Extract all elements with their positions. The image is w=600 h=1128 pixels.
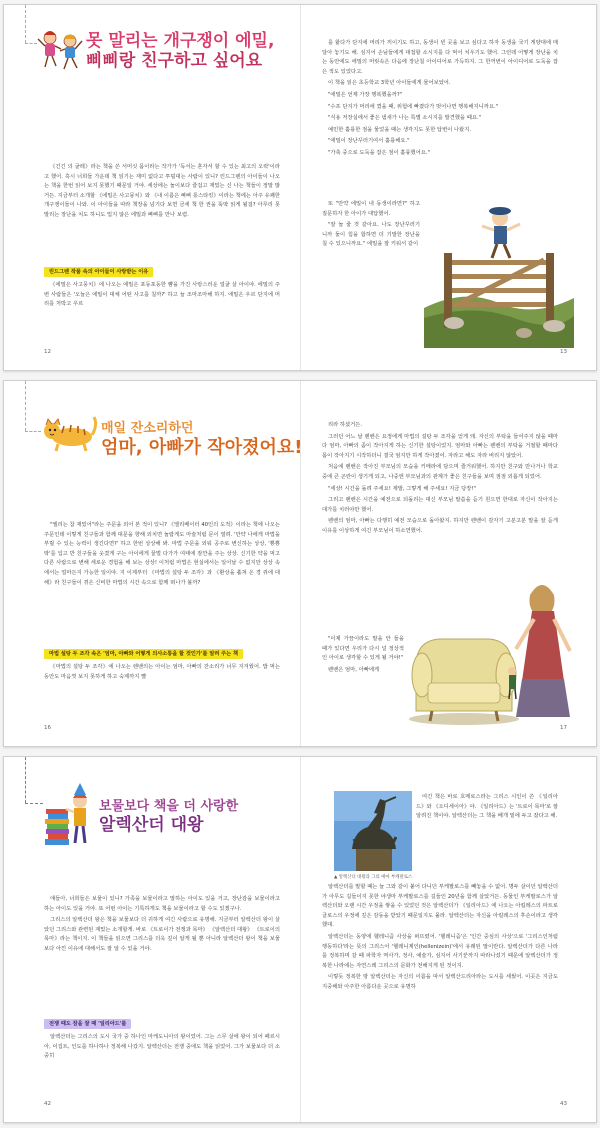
paragraph: 렌밴의 엄마, 아빠는 다행히 예전 모습으로 돌아왔지. 하지만 렌밴이 감자기 고분고분 말을 잘 듣게 이유를 이상하게 여긴 부모님이 하소연했어.	[322, 518, 558, 534]
book-spread-2	[3, 380, 597, 747]
paragraph: "세상! 시간을 돌려 주세요! 제발, 그렇게 해 주세요! 지금 당장!"	[328, 485, 476, 492]
dashed-guide	[25, 5, 26, 43]
dashed-guide	[25, 381, 26, 431]
paragraph: 그리스의 알렉산더 왕은 책을 보물보다 더 귀하게 여긴 사람으로 유명해. 지금부터 알렉산더 왕이 살았던 그리스와 관련된 재밌는 소개할게. 바로 《트로이가 전쟁과 목마》 《알렉산더 대왕》 《트로이의 목마》라는 책이지. 이 책들을 읽으면 그리스를 더욱 깊이 알게 될 뿐 아니라 알렉산더 왕이 책을 보물보다 아낀 이유에 대해서도 잘 알 수 있을 거야.	[44, 917, 281, 952]
page-number-right: 13	[560, 349, 567, 355]
paragraph: 얘들아, 너희들은 보물이 있니? 가족을 보물이라고 말하는 아이도 있을 거고, 장난감을 보물이라고 하는 아이도 있을 거야. 또 어떤 아이는 기특하게도 책을 보물이라고 할 수도 있겠구나.	[44, 896, 280, 912]
section-highlight: 전쟁 때도 잠을 잘 때 '일리아드'를	[44, 1019, 131, 1029]
paragraph: 렌밴은 엄마, 아빠에게	[328, 666, 380, 673]
boy-on-gate-illustration	[424, 198, 574, 348]
left-page-body-2	[44, 1033, 280, 1064]
dancing-kids-icon	[36, 29, 84, 73]
book-stack-boy-icon	[44, 779, 94, 849]
right-page-body	[322, 883, 558, 995]
page-number-right: 43	[560, 1101, 567, 1107]
chapter-title	[99, 799, 238, 835]
book-spread-1	[3, 4, 597, 371]
gutter	[300, 5, 301, 370]
giant-parents-illustration	[404, 571, 584, 729]
section-highlight: 마법 설탕 두 조각 속은 '엄마, 아빠와 어떻게 의사소통을 할 것인가'를 알려 주는 책	[44, 649, 243, 659]
right-page-body	[322, 39, 558, 161]
paragraph: 또 "만약 에밀이 내 동생이라면?" 하고 질문하자 한 아이가 대답했어.	[322, 201, 420, 217]
paragraph: 여긴 책은 바로 호메로스라는 그리스 시인이 쓴 《일리아드》와 《오디세이아》야. 《일리아드》는 '트로이 목마'로 잘 알려진 책이야. 알렉산더는 그 책을 베개 밑에 두고 잤다고 해.	[416, 794, 558, 820]
dashed-guide	[25, 431, 41, 432]
right-side-body	[416, 793, 558, 824]
paragraph: 예민한 훌륭한 점을 물었을 때는 생각지도 못한 답변이 나왔지.	[328, 126, 472, 133]
paragraph: "에밀이 장난꾸러기여서 훌륭해요."	[328, 138, 410, 145]
left-page-body	[44, 521, 280, 590]
paragraph: "수프 단지가 머리에 꼈을 때, 위험에 빠졌다가 벗어나면 행복해지니까요."	[328, 103, 499, 110]
chapter-title-line-1: 매일 잔소리하던	[101, 421, 194, 436]
gutter	[300, 757, 301, 1122]
chapter-title-line-2: 삐삐랑 친구하고 싶어요	[86, 51, 263, 72]
paragraph: 처음에 렌밴은 작아진 부모님의 모습을 키메라에 담으며 즐거워했어. 하지만 친구와 만나거나 학교 중에 큰 곤란이 생기게 되고, 나중엔 부모님과의 관계가 좋은 친구들을 보며 점점 외롭게 되었어.	[322, 464, 558, 480]
book-spread-3	[3, 756, 597, 1123]
left-page-body	[44, 895, 280, 957]
paragraph: 이렇듯 정복한 땅 알렉산더는 자신의 이름을 따서 알렉산드리아라는 도시를 세웠어. 이곳은 지금도 지중해와 아주한 아름다운 곳으로 유명하	[322, 974, 558, 990]
page-number-left: 12	[44, 349, 51, 355]
paragraph: "가축 중으로 도둑을 잡은 점이 훌륭했어요."	[328, 149, 430, 156]
left-page-body	[44, 163, 280, 223]
chapter-title-line-1: 보물보다 책을 더 사랑한	[99, 799, 239, 814]
paragraph: 《긴긴 의 굴레》라는 책을 쓴 서머싯 몸이라는 작가가 '독서는 혼자서 할 수 있는 최고의 오락'이라고 했어. 혹시 너희들 가운데 책 읽기는 재미 없다고 투덜대는 사람이 있니? 린드그렌의 아이들이 나오는 책을 한번 읽어 보지 못했기 때문일 거야. 세상에는 놀이보다 즐겁고 재밌는 신 나는 책들이 정말 많거든. 지금부터 소개할 《에밀은 사고뭉치》와 《내 이름은 삐삐 롱스타킹》이라는 책에는 아주 유쾌한 개구쟁이들이 나와. 이 아이들을 따라 책장을 넘기다 보면 금세 책 한 권을 뚝딱 읽게 될걸? 아무리 못 말리는 장난을 치도 하니도 밉지 않은 에밀과 삐삐를 만나 보렴.	[44, 164, 280, 218]
alexander-statue-photo	[334, 791, 412, 871]
paragraph: "에밀은 언제 가장 행복했을까?"	[328, 91, 403, 98]
dashed-guide	[25, 803, 43, 804]
chapter-title	[86, 31, 274, 72]
right-page-body-wrap	[322, 635, 404, 677]
photo-caption: ▲ 알렉산더 대왕과 그의 애마 부케팔로스	[334, 875, 413, 880]
paragraph: 그러던 어느 날 렌밴은 요정에게 마법의 설탕 두 조각을 얻게 돼. 자신의 부탁을 들어주지 않을 때마다 엄마, 아빠의 좀이 작아지게 하는 신기한 설탕이었지. 엄마와 아빠는 렌밴의 부탁을 거절할 때마다 몸이 작아지기 시작하더니 결국 엄지만 하게 작아졌어. 자라고 해도 자라 버리지 않았어.	[322, 433, 558, 459]
paragraph: "식용 저장실에서 좋은 냄새가 나는 특별 소시지를 발견했을 때요."	[328, 115, 482, 122]
page-number-right: 17	[560, 725, 567, 731]
chapter-title-line-1: 못 말리는 개구쟁이 에밀,	[86, 31, 275, 51]
paragraph: 리라 하셨거든.	[328, 422, 363, 428]
paragraph: 알렉산더는 그리스의 도시 국가 중 하나인 마케도니아의 왕이었어. 그는 스무 살에 왕이 되어 페르시아, 이집트, 인도를 하나하나 정복해 나갔지. 알렉산더는 전쟁 중에도 책을 읽었어. 그가 보물보다 더 소중히	[44, 1034, 280, 1060]
paragraph: "이제 가끔이라도 말을 안 들을 때가 있다면 우리가 다시 널 정상적인 아이로 생각할 수 있게 될 거야!"	[322, 636, 404, 662]
left-page-body-2	[44, 663, 280, 684]
paragraph: "잘 놀 줄 것 같아요. 나도 장난꾸러기 니까 둘이 힘을 합하면 더 기발한 장난을 칠 수 있으니까요." 에밀을 잘 키워서 같이	[322, 222, 420, 248]
chapter-title-line-2: 엄마, 아빠가 작아졌어요!	[101, 436, 303, 458]
section-highlight: 린드그렌 작품 속의 아이들이 사랑받는 이유	[44, 267, 153, 277]
right-page-body	[322, 421, 558, 539]
page-number-left: 16	[44, 725, 51, 731]
chapter-title-line-2: 알렉산더 대왕	[99, 814, 204, 835]
paragraph: 를 핥다가 단지에 머리가 끼이기도 하고, 동생이 빈 곳을 보고 싶다고 하자 동생을 국기 게양대에 매달아 놓기도 해. 심지어 손님들에게 대접할 소시지를 다 먹어 치우기도 했어. 그런데 어떻게 장난을 치는 동안에도 에밀의 머릿속은 다음에 장난칠 아이디어로 가득하지. 그 한꺼번이 아이디어로 도둑을 잡은 적도 있었다고.	[322, 40, 558, 75]
paragraph: 그리고 렌밴은 시간을 예전으로 되돌리는 대신 부모님 말씀을 듣기 원으면 한대로 자신이 작아지는 대가를 치러야만 했어.	[322, 497, 558, 513]
paragraph: 알렉산더는 동양에 헬레니즘 사상을 퍼뜨렸어. '헬레니즘'은 '인간 중심의 사상'으로 '그리스인처럼 행동하다'라는 뜻의 그리스어 '헬레니제인(hellenizein)'에서 유래된 말이란다. 알렉산더가 다른 나라를 정복하며 갈 때 파학자 역사가, 정사, 예술가, 심지어 사기꾼까지 따라나섰기 때문에 알렉산더가 정복한 나라에는 자연스레 그리스의 문화가 전해지게 된 것이지.	[322, 933, 558, 969]
tiger-cat-icon	[42, 413, 98, 453]
page-number-left: 42	[44, 1101, 51, 1107]
paragraph: 이 책을 읽은 초등학교 3학년 아이들에게 물어보았어.	[328, 80, 451, 87]
chapter-title	[101, 421, 302, 458]
right-page-body-wrap	[322, 200, 420, 252]
paragraph: 《마법의 설탕 두 조각》에 나오는 렌밴의는 아이는 엄마, 아빠의 잔소리가 너무 지겨웠어. 밥 먹는 동안도 마음껏 보지 못하게 하고 숙제까지 빨	[44, 664, 280, 680]
left-page-body-2	[44, 281, 280, 312]
paragraph: "엘리는 참 재밌어"라는 주문을 외어 본 적이 있니? 《엘리베이터 40인의 도적》이라는 책에 나오는 주문인데 이렇게 친구들과 함께 대문을 향해 외치면 놀랍게도 마술처럼 문이 열려. '만약 나에게 마법을 부릴 수 있는 능력이 생긴다면?' 하고 한번 상상해 봐. 마법 주문을 외워 공주로 변신하는 상상, '뿅뿅 딱'를 입고 반 친구들을 웃겼게 구는 아이에게 꿀벌 다가가 여태에 잠깐을 주는 상상. 신기한 약을 먹고 다른 사람으로 변해 세로운 경험을 해 보는 상상! 이처럼 마법은 현실에서는 일어날 수 없지만 상상 속에서는 얼마든지 가능한 일이야. 지 이제부터 《마법의 설탕 두 조각》과 《환상을 훔쳐 온 경 쥐에 대해》라 친구들이 겪은 신비한 마법의 시간 속으로 함께 떠나가 볼까?	[44, 522, 280, 586]
paragraph: 《에밀은 사고뭉치》에 나오는 에밀은 포동포동한 뺨을 가진 사랑스러운 얼굴 살 아이야. 에밀의 주변 사람들은 '오늘은 에밀이 대체 어떤 사고를 칠까?' 하고 늘 조마조마해 하지. 에밀은 우르 단지에 머리를 처박고 우르	[44, 282, 280, 308]
paragraph: 알렉산더를 말할 때는 늘 그와 같이 붙어 다니던 부케팔로스를 빼놓을 수 없어. 명두 살이던 알렉산더가 아무도 길들이지 못한 야생마 부케팔로스를 길들인 20년을 함께 살았거든. 동물인 부케팔로스가 알렉산더와 오랜 시간 우정을 쌓을 수 있었던 것은 알렉산더가 《일리아드》에 나오는 아킬레스의 파트로클로스의 우정에 깊은 감동을 받았기 때문일지도 몰라. 알렉산더는 자신을 아킬레스의 후손이라고 생각했대.	[322, 884, 558, 929]
dashed-guide	[25, 757, 26, 803]
